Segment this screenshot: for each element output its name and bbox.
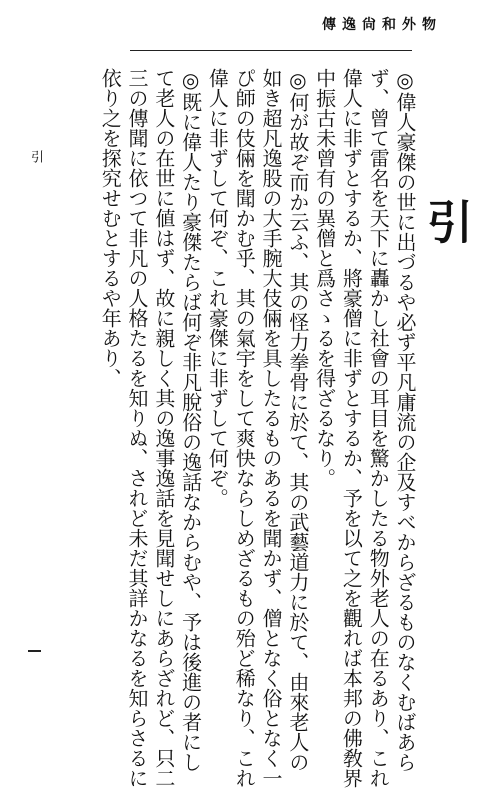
margin-dash — [28, 650, 41, 652]
running-header: 傳逸尙和外物 — [322, 17, 442, 33]
margin-mark: 引 — [28, 150, 43, 163]
paragraph: ◎既に偉人たり豪傑たらば何ぞ非凡脫俗の逸話なからむや、予は後進の者にして老人の在世に値はず、故に親しく其の逸事逸話を見聞せしにあらざれど、只二三の傳聞に依つて非凡の人格たるを知りぬ、されど未だ其詳かなるを知らさるに依り之を探究せむとするや年あり、 — [98, 68, 203, 788]
header-rule — [130, 50, 412, 51]
paragraph: ◎偉人豪傑の世に出づるや必ず平凡庸流の企及すべからざるものなくむばあらず、曾て雷名を天下に轟かし社會の耳目を驚かしたる物外老人の在るあり、これ偉人に非ずとするか、將豪僧に非ずとするか、予を以て之を觀れば本邦の佛敎界中振古未曾有の異僧と爲さゝるを得ざるなり。 — [312, 68, 417, 788]
body-text — [96, 68, 418, 788]
chapter-title: 引 — [420, 198, 474, 244]
paragraph: ◎何が故ぞ而か云ふ、其の怪力拳骨に於て、其の武藝道力に於て、由來老人の如き超凡逸股の大手腕大伎倆を具したるものあるを聞かず、僧となく俗となく一ぴ師の伎倆を聞かむ乎、其の氣宇をして爽快ならしめざるもの殆ど稀なり、これ偉人に非ずして何ぞ、これ豪傑に非ずして何ぞ。 — [205, 68, 310, 788]
